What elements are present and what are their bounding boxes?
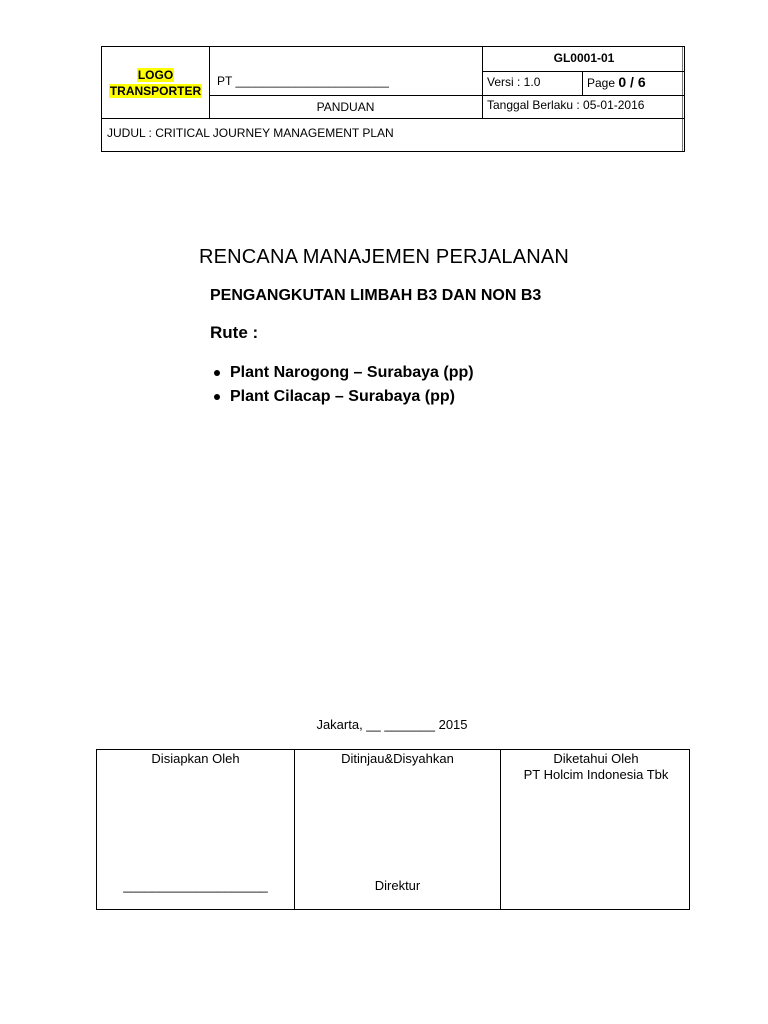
page-value: 0 / 6 [618,74,646,90]
page-label: Page [587,76,616,90]
subtitle: PENGANGKUTAN LIMBAH B3 DAN NON B3 [210,287,542,304]
bullet-icon [214,370,220,376]
document-header-form [101,46,685,152]
page-number [587,74,646,90]
route-text: Plant Cilacap – Surabaya (pp) [230,388,455,405]
place-date: Jakarta, __ _______ 2015 [316,717,468,732]
prepared-by-column [97,750,294,909]
document-code: GL0001-01 [553,51,615,65]
list-item [214,385,474,409]
bullet-icon [214,394,220,400]
document-version: Versi : 1.0 [487,75,541,89]
reviewed-by-column [294,750,500,909]
route-label: Rute : [210,323,259,342]
effective-date: Tanggal Berlaku : 05-01-2016 [487,98,645,112]
signature-line: ____________________ [123,878,268,893]
document-type: PANDUAN [316,99,375,114]
acknowledged-company: PT Holcim Indonesia Tbk [523,767,669,782]
main-title: RENCANA MANAJEMEN PERJALANAN [198,246,570,268]
prepared-by-label: Disiapkan Oleh [151,751,240,766]
divider [582,71,583,95]
acknowledged-by-label [501,751,691,783]
list-item [214,361,474,385]
acknowledged-by-title: Diketahui Oleh [553,751,639,766]
reviewed-by-label: Ditinjau&Disyahkan [341,751,454,766]
company-name-field: PT _______________________ [217,74,389,88]
acknowledged-by-column [500,750,691,909]
route-list [214,361,474,409]
logo-text-line1: LOGO [137,67,174,82]
divider [482,71,684,72]
signature-table [96,749,690,910]
logo-text-line2: TRANSPORTER [109,83,202,98]
reviewer-role: Direktur [374,878,421,893]
transporter-logo-placeholder [102,47,209,118]
divider [102,118,684,119]
route-text: Plant Narogong – Surabaya (pp) [230,364,474,381]
document-title-line: JUDUL : CRITICAL JOURNEY MANAGEMENT PLAN [107,126,394,140]
